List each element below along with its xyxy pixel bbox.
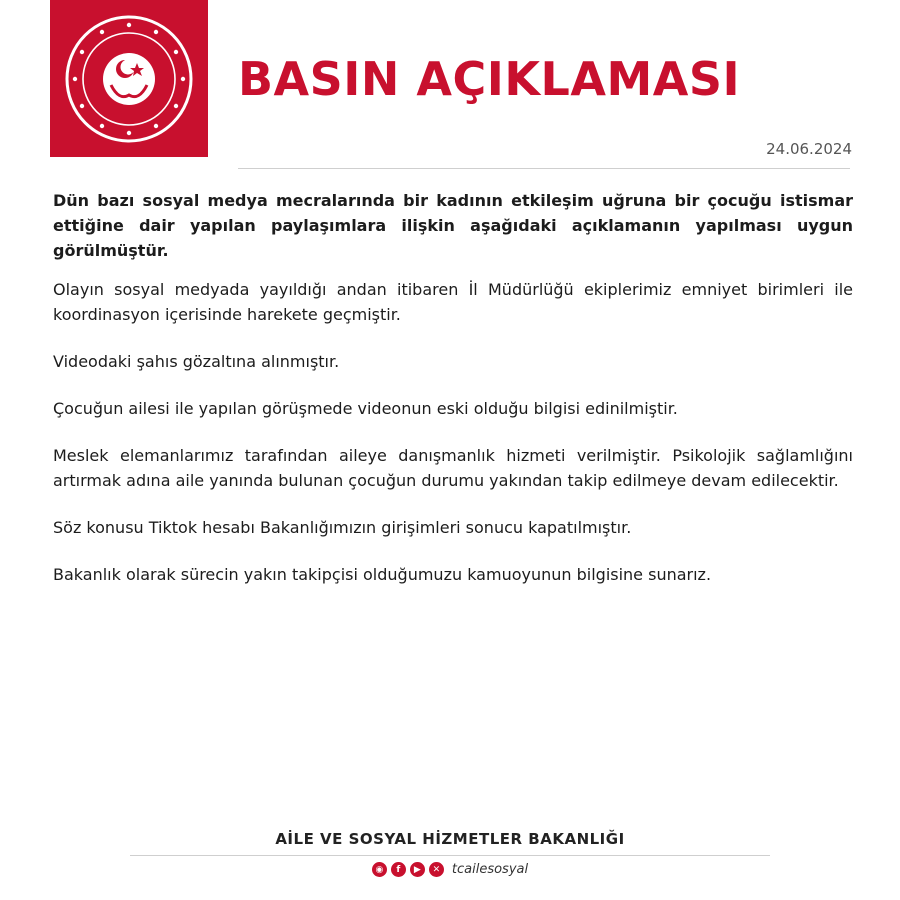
social-handle[interactable]: tcailesosyal xyxy=(451,862,529,877)
header-divider xyxy=(238,168,850,169)
instagram-icon[interactable]: ◉ xyxy=(372,862,387,877)
ministry-name: AİLE VE SOSYAL HİZMETLER BAKANLIĞI xyxy=(275,830,625,848)
facebook-icon[interactable]: f xyxy=(391,862,406,877)
ministry-logo xyxy=(50,0,208,157)
x-icon[interactable]: ✕ xyxy=(429,862,444,877)
paragraph: Bakanlık olarak sürecin yakın takipçisi olduğumuzu kamuoyunun bilgisine sunarız. xyxy=(53,565,712,584)
date-label: 24.06.2024 xyxy=(766,140,852,158)
paragraph: Videodaki şahıs gözaltına alınmıştır. xyxy=(53,352,340,371)
paragraph: Olayın sosyal medyada yayıldığı andan itibaren İl Müdürlüğü ekiplerimiz emniyet birimleri ile koordinasyon içerisinde harekete geçmiştir. xyxy=(53,280,853,324)
paragraph: Söz konusu Tiktok hesabı Bakanlığımızın girişimleri sonucu kapatılmıştır. xyxy=(53,518,632,537)
lead-paragraph: Dün bazı sosyal medya mecralarında bir kadının etkileşim uğruna bir çocuğu istismar ettiğine dair yapılan paylaşımlara ilişkin aşağıdaki açıklamanın yapılması uygun görülmüştür. xyxy=(53,191,853,260)
footer-divider xyxy=(130,855,770,856)
page-title: BASIN AÇIKLAMASI xyxy=(238,52,741,106)
ministry-emblem-icon xyxy=(61,11,197,147)
statement-body xyxy=(53,188,853,609)
paragraph: Meslek elemanlarımız tarafından aileye danışmanlık hizmeti verilmiştir. Psikolojik sağlamlığını artırmak adına aile yanında bulunan çocuğun durumu yakından takip edilmeye devam edilecektir. xyxy=(53,446,853,490)
youtube-icon[interactable]: ▶ xyxy=(410,862,425,877)
paragraph: Çocuğun ailesi ile yapılan görüşmede videonun eski olduğu bilgisi edinilmiştir. xyxy=(53,399,678,418)
social-links xyxy=(0,862,900,877)
